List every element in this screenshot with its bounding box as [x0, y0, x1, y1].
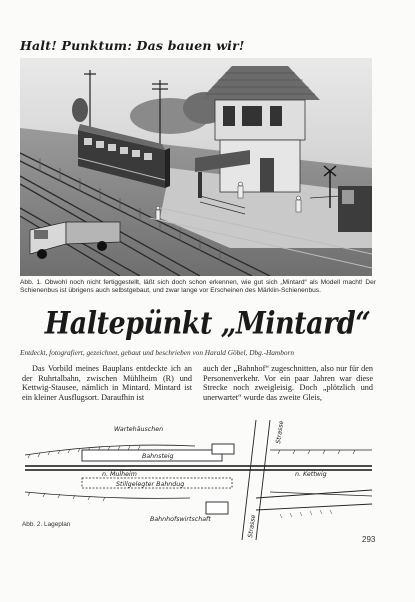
plan-label-waiting-hut: Wartehäuschen [114, 426, 164, 433]
figure-2-label: Abb. 2. Lageplan [22, 521, 71, 528]
plan-label-platform: Bahnsteig [142, 453, 174, 460]
page-number: 293 [362, 535, 376, 544]
plan-label-street-top: Strasse [275, 420, 286, 445]
photo-station-model [20, 58, 372, 276]
figure-1-caption: Abb. 1. Obwohl noch nicht fertiggestellt, läßt sich doch schon erkennen, wie gut sich „Mintard“ als Modell macht! Der Schienenbus ist übrigens auch selbstgebaut, und zwar lange vor Erscheinen des Märklin-Schienenbus. [20, 279, 376, 295]
section-heading: Halt! Punktum: Das bauen wir! [20, 38, 245, 53]
plan-label-abandoned-track: Stillgelegter Bahndug [116, 481, 185, 488]
plan-label-restaurant: Bahnhofswirtschaft [150, 516, 211, 523]
plan-label-to-kettwig: n. Kettwig [295, 471, 327, 478]
text-column-right [203, 364, 373, 402]
text-column-left [22, 364, 192, 402]
article-byline: Entdeckt, fotografiert, gezeichnet, gebaut und beschrieben von Harald Göbel, Dbg.-Hamborn [20, 348, 294, 357]
article-title: Haltepünkt „Mintard“ [44, 306, 371, 342]
site-plan-diagram [20, 420, 376, 540]
plan-label-street-bottom: Strasse [247, 514, 258, 539]
paragraph: auch der „Bahnhof“ zugeschnitten, also nur für den Personenverkehr. Vor ein paar Jahren war diese Strecke noch zweigleisig. Doch „plötzlich und unerwartet“ wurde das zweite Gleis, [203, 364, 373, 402]
paragraph: Das Vorbild meines Bauplans entdeckte ich an der Ruhrtalbahn, zwischen Mühlheim (R) und Kettwig-Stausee, nämlich in Mintard. Mintard ist ein kleiner Ausflugsort. Daraufhin ist [22, 364, 192, 402]
plan-label-to-mulheim: n. Mulheim [102, 471, 137, 478]
